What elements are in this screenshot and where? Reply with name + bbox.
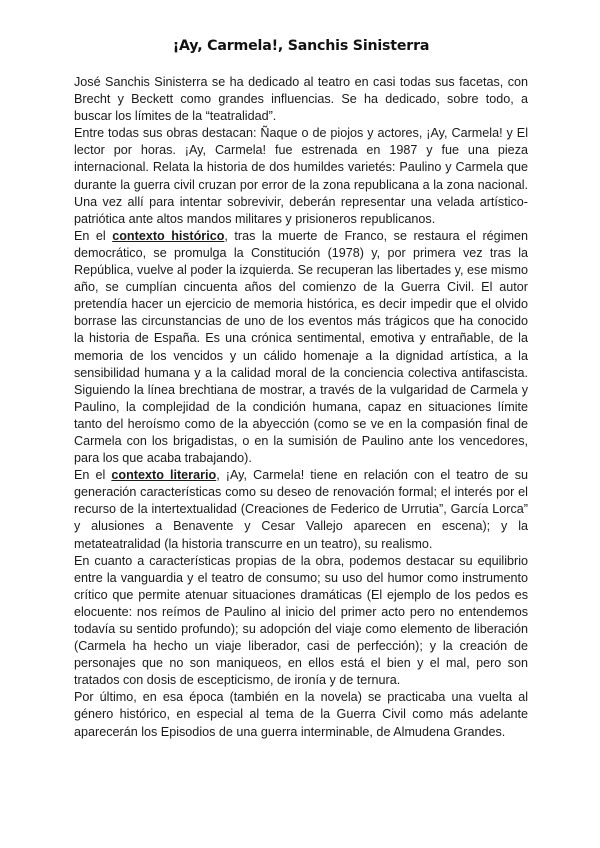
keyword-historical-context: contexto histórico [112, 228, 225, 243]
paragraph-characteristics: En cuanto a características propias de la obra, podemos destacar su equilibrio entre la vanguardia y el teatro de consumo; su uso del humor como instrumento crítico que permite atenuar situaciones dramáticas (El ejemplo de los pedos es elocuente: nos reímos de Paulino al inicio del primer acto pero no entendemos todavía su sentido profundo); su adopción del viaje como elemento de liberación (Carmela ha hecho un viaje liberador, casi de perfección); y la creación de personajes que no son maniqueos, en ellos está el bien y el mal, pero son tratados con dosis de escepticismo, de ironía y de ternura. [74, 553, 528, 688]
keyword-literary-context: contexto literario [111, 468, 217, 483]
paragraph-historical-context [74, 228, 528, 467]
paragraph-conclusion: Por último, en esa época (también en la novela) se practicaba una vuelta al género histórico, en especial al tema de la Guerra Civil como más adelante aparecerán los Episodios de una guerra interminable, de Almudena Grandes. [74, 690, 528, 739]
document-body [74, 74, 528, 741]
paragraph-works: Entre todas sus obras destacan: Ñaque o de piojos y actores, ¡Ay, Carmela! y El lector por horas. ¡Ay, Carmela! fue estrenada en 1987 y fue una pieza internacional. Relata la historia de dos humildes varietés: Paulino y Carmela que durante la guerra civil cruzan por error de la zona republicana a la zona nacional. Una vez allí para intentar sobrevivir, deberán representar una velada artístico-patriótica ante altos mandos militares y prisioneros republicanos. [74, 126, 528, 226]
paragraph-prefix: En el [74, 468, 112, 483]
paragraph-literary-context [74, 467, 528, 552]
paragraph-text: , tras la muerte de Franco, se restaura el régimen democrático, se promulga la Constitución (1978) y, por primera vez tras la República, vuelve al poder la izquierda. Se recuperan las libertades y, ese mismo año, se cumplían cincuenta años del comienzo de la Guerra Civil. El autor pretendía hacer un ejercicio de memoria histórica, es decir impedir que el olvido borrase las circunstancias de uno de los eventos más trágicos que ha conocido la historia de España. Es una crónica sentimental, emotiva y entrañable, de la memoria de los vencidos y un cálido homenaje a la dignidad artística, a la sensibilidad humana y a la calidad moral de la conciencia colectiva antifascista. Siguiendo la línea brechtiana de mostrar, a través de la vulgaridad de Carmela y Paulino, la complejidad de la condición humana, capaz en situaciones límite tanto del heroísmo como de la abyección (como se ve en la compasión final de Carmela con los brigadistas, o en la sumisión de Paulino ante los vencedores, para los que acaba trabajando). [74, 228, 528, 466]
paragraph-intro: José Sanchis Sinisterra se ha dedicado al teatro en casi todas sus facetas, con Brecht y Beckett como grandes influencias. Se ha dedicado, sobre todo, a buscar los límites de la “teatralidad”. [74, 75, 528, 124]
paragraph-text: , ¡Ay, Carmela! tiene en relación con el teatro de su generación características como su deseo de renovación formal; el interés por el recurso de la intertextualidad (Creaciones de Federico de Urrutia”, García Lorca” y alusiones a Benavente y Cesar Vallejo aparecen en escena); y la metateatralidad (la historia transcurre en un teatro), su realismo. [74, 468, 529, 551]
paragraph-prefix: En el [74, 228, 113, 243]
document-title: ¡Ay, Carmela!, Sanchis Sinisterra [172, 38, 430, 54]
